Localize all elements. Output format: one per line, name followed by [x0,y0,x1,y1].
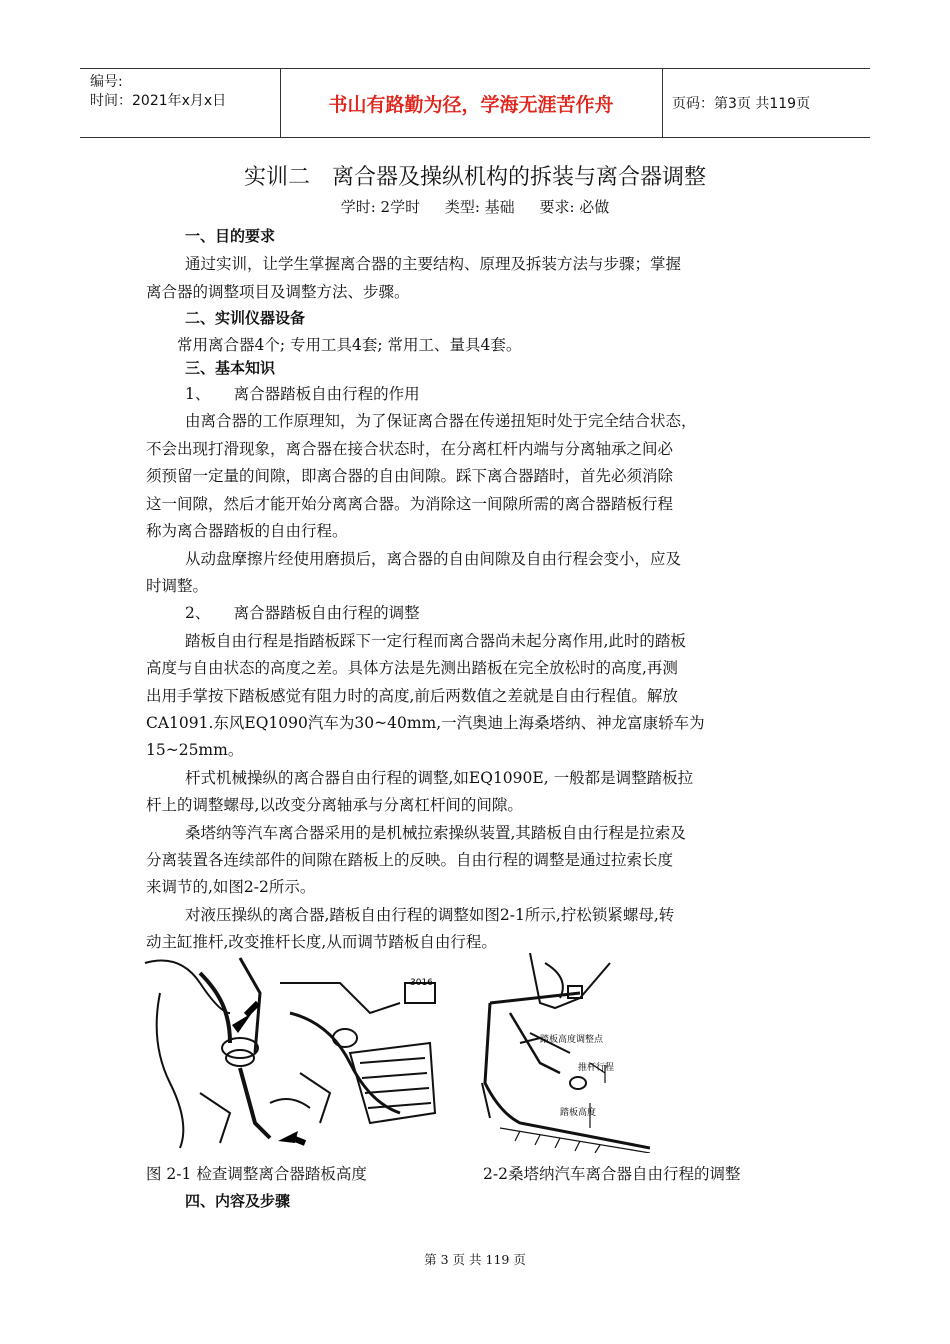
section-heading: 二、实训仪器设备 [185,309,306,327]
body-line: 15~25mm。 [146,741,244,759]
page-header [80,68,870,138]
page-footer: 第 3 页 共 119 页 [424,1252,526,1267]
body-line: 踏板自由行程是指踏板踩下一定行程而离合器尚未起分离作用,此时的踏板 [185,632,686,650]
body-line: 常用离合器4个; 专用工具4套; 常用工、量具4套。 [177,336,522,354]
sub-heading: 1、 离合器踏板自由行程的作用 [185,385,420,403]
body-line: 通过实训，让学生掌握离合器的主要结构、原理及拆装方法与步骤；掌握 [185,255,682,273]
section-heading: 三、基本知识 [185,359,276,377]
body-line: 这一间隙，然后才能开始分离离合器。为消除这一间隙所需的离合器踏板行程 [146,495,674,513]
meta-hours: 学时: 2学时 [340,198,421,216]
section-heading: 一、目的要求 [185,227,276,245]
course-meta [0,196,950,217]
figure-caption: 2-2桑塔纳汽车离合器自由行程的调整 [483,1165,741,1183]
figure-santana-free-travel [460,953,650,1153]
body-line: 来调节的,如图2-2所示。 [146,878,316,896]
body-line: 桑塔纳等汽车离合器采用的是机械拉索操纵装置,其踏板自由行程是拉索及 [185,824,686,842]
figure-clutch-pedal-height [140,953,440,1153]
body-line: 须预留一定量的间隙，即离合器的自由间隙。踩下离合器踏时，首先必须消除 [146,467,674,485]
figure-tag: 3016 [410,978,433,988]
body-line: 动主缸推杆,改变推杆长度,从而调节踏板自由行程。 [146,933,497,951]
body-line: CA1091.东风EQ1090汽车为30~40mm,一汽奥迪上海桑塔纳、神龙富康轿车为 [146,714,705,732]
header-left [90,73,226,111]
body-line: 出用手掌按下踏板感觉有阻力时的高度,前后两数值之差就是自由行程值。解放 [146,687,678,705]
body-line: 离合器的调整项目及调整方法、步骤。 [146,283,410,301]
body-line: 称为离合器踏板的自由行程。 [146,522,348,540]
label-adjust-point: 踏板高度调整点 [540,1035,604,1045]
body-line: 杆式机械操纵的离合器自由行程的调整,如EQ1090E, 一般都是调整踏板拉 [185,769,694,787]
figure-caption: 图 2-1 检查调整离合器踏板高度 [146,1165,367,1183]
meta-type: 类型: 基础 [444,198,515,216]
body-line: 对液压操纵的离合器,踏板自由行程的调整如图2-1所示,拧松锁紧螺母,转 [185,906,675,924]
body-line: 时调整。 [146,577,209,595]
doc-time-label: 时间：2021年x月x日 [90,93,227,109]
header-motto: 书山有路勤为径，学海无涯苦作舟 [328,93,614,116]
sub-heading: 2、 离合器踏板自由行程的调整 [185,604,420,622]
body-line: 不会出现打滑现象，离合器在接合状态时，在分离杠杆内端与分离轴承之间必 [146,440,674,458]
doc-number-label: 编号: [90,74,123,90]
clutch-assembly-illustration [140,953,440,1153]
body-line: 杆上的调整螺母,以改变分离轴承与分离杠杆间的间隙。 [146,796,523,814]
body-line: 由离合器的工作原理知，为了保证离合器在传递扭矩时处于完全结合状态， [185,412,697,430]
label-pedal-height: 踏板高度 [560,1108,597,1118]
body-line: 从动盘摩擦片经使用磨损后，离合器的自由间隙及自由行程会变小，应及 [185,550,682,568]
body-line: 分离装置各连续部件的间隙在踏板上的反映。自由行程的调整是通过拉索长度 [146,851,674,869]
header-divider [662,69,663,137]
body-line: 高度与自由状态的高度之差。具体方法是先测出踏板在完全放松时的高度,再测 [146,659,678,677]
page-title: 实训二 离合器及操纵机构的拆装与离合器调整 [243,165,706,190]
pedal-linkage-illustration [460,953,650,1153]
meta-requirement: 要求: 必做 [539,198,610,216]
header-page-info: 页码：第3页 共119页 [672,96,811,112]
section-heading: 四、内容及步骤 [185,1192,291,1210]
label-push-stroke: 推杆行程 [578,1063,615,1073]
